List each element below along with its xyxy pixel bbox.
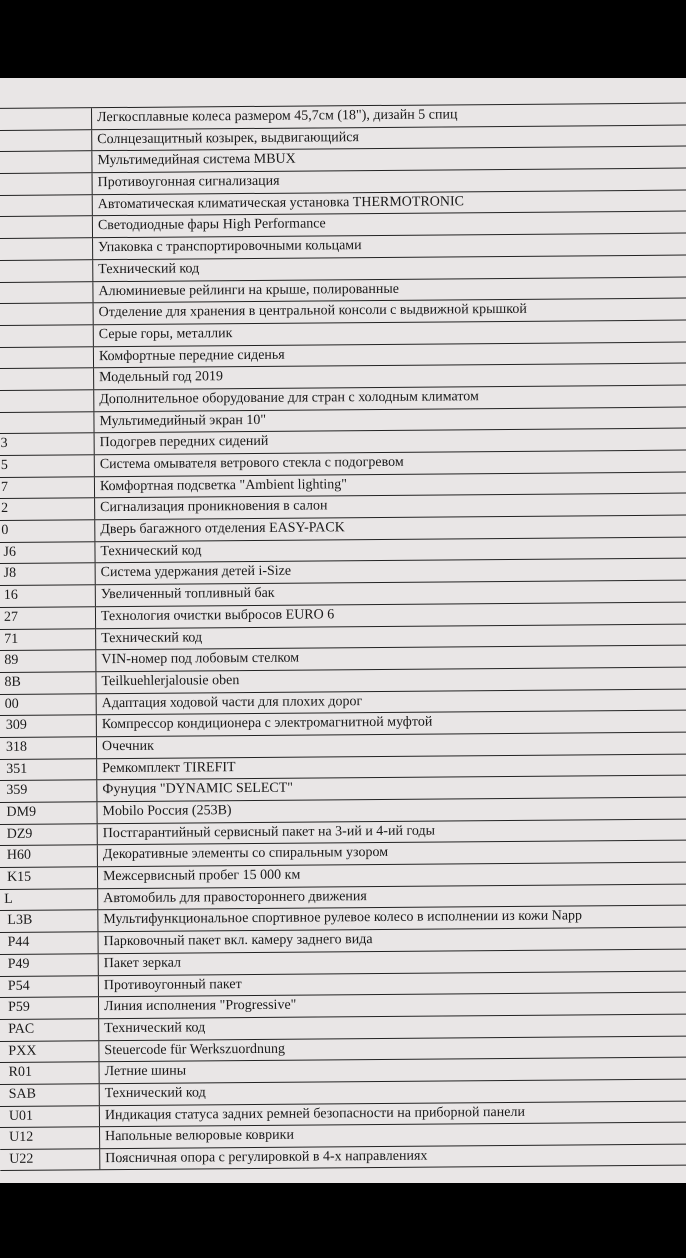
option-code: 27 <box>0 607 96 628</box>
option-code: 8B <box>0 672 97 693</box>
option-description: Мультифункциональное спортивное рулевое колесо в исполнении из кожи Napp <box>103 908 583 928</box>
option-code: P59 <box>0 997 99 1018</box>
option-code: K15 <box>0 867 98 888</box>
option-description: Межсервисный пробег 15 000 км <box>102 867 301 885</box>
option-code <box>0 217 93 238</box>
option-description: Технический код <box>98 261 200 277</box>
option-code: H60 <box>0 846 98 867</box>
option-description: Увеличенный топливный бак <box>100 585 275 603</box>
option-code: U22 <box>0 1149 100 1169</box>
option-code: 359 <box>0 781 97 802</box>
option-description: Дверь багажного отделения EASY-PACK <box>100 520 345 538</box>
option-code: 71 <box>0 629 96 650</box>
option-code: L <box>0 889 98 910</box>
option-code: J6 <box>0 542 96 563</box>
option-description: Легкосплавные колеса размером 45,7см (18"), дизайн 5 спиц <box>97 107 458 126</box>
option-description: Парковочный пакет вкл. камеру заднего вида <box>103 932 373 950</box>
option-description: Поясничная опора с регулировкой в 4-х направлениях <box>105 1148 428 1167</box>
option-code <box>0 152 93 173</box>
option-description: Солнцезащитный козырек, выдвигающийся <box>97 129 359 147</box>
option-description: Летние шины <box>104 1063 187 1080</box>
option-description: Подогрев передних сидений <box>99 434 269 451</box>
option-code: 7 <box>0 477 95 498</box>
option-code: PAC <box>0 1019 99 1040</box>
option-description: Teilkuehlerjalousie oben <box>101 672 240 690</box>
option-description: Фунуция "DYNAMIC SELECT" <box>102 780 294 798</box>
option-code: 0 <box>0 520 95 541</box>
option-description: Технический код <box>104 1020 206 1037</box>
option-description: Серые горы, металлик <box>98 325 233 343</box>
option-code: 351 <box>0 759 97 780</box>
document-page <box>0 78 686 1183</box>
option-code: 318 <box>0 737 97 758</box>
option-code: PXX <box>0 1041 99 1062</box>
option-code: U01 <box>0 1106 100 1127</box>
option-description: Мультимедийный экран 10" <box>99 412 267 429</box>
option-description: Мультимедийная система MBUX <box>97 151 296 169</box>
option-description: Модельный год 2019 <box>99 369 224 386</box>
option-description: Упаковка с транспортировочными кольцами <box>98 238 362 256</box>
option-description: Очечник <box>101 738 154 755</box>
option-code: DM9 <box>0 802 98 823</box>
option-description: Ремкомплект TIREFIT <box>102 759 236 776</box>
option-code: 2 <box>0 499 95 520</box>
option-description: Светодиодные фары High Performance <box>97 216 326 234</box>
option-description: Автомобиль для правостороннего движения <box>103 888 367 906</box>
options-table <box>0 102 686 1170</box>
option-code: 16 <box>0 585 96 606</box>
option-code <box>0 108 92 129</box>
option-code: P49 <box>0 954 99 975</box>
option-description: Пакет зеркал <box>103 955 182 971</box>
option-description: Напольные велюровые коврики <box>105 1127 294 1145</box>
option-description: Противоугонный пакет <box>103 976 242 993</box>
option-code: 89 <box>0 650 96 671</box>
option-code <box>0 347 94 368</box>
option-code <box>0 195 93 216</box>
option-description: Технология очистки выбросов EURO 6 <box>100 607 335 624</box>
option-description: Steuercode für Werkszuordnung <box>104 1041 286 1058</box>
option-description: Комфортные передние сиденья <box>98 347 285 364</box>
option-code: P44 <box>0 932 99 953</box>
option-code <box>0 173 93 194</box>
option-description: Противоугонная сигнализация <box>97 173 280 191</box>
option-description: Отделение для хранения в центральной консоли с выдвижной крышкой <box>98 301 527 321</box>
option-code: DZ9 <box>0 824 98 845</box>
option-description: Постгарантийный сервисный пакет на 3-ий и 4-ий годы <box>102 823 436 841</box>
option-description: Технический код <box>101 629 203 646</box>
option-code <box>0 282 94 303</box>
option-description: Дополнительное оборудование для стран с холодным климатом <box>99 389 479 408</box>
option-code: R01 <box>0 1062 100 1083</box>
option-code <box>0 238 93 259</box>
option-code: 00 <box>0 694 97 715</box>
option-description: Декоративные элементы со спиральным узором <box>102 845 389 863</box>
option-description: Технический код <box>104 1085 206 1102</box>
option-code <box>0 368 94 389</box>
option-description: Mobilo Россия (253B) <box>102 803 232 820</box>
option-code: P54 <box>0 976 99 997</box>
option-code: 5 <box>0 455 95 476</box>
option-code <box>0 325 94 346</box>
option-code: SAB <box>0 1084 100 1105</box>
option-description: Алюминиевые рейлинги на крыше, полированные <box>98 281 400 299</box>
option-code: 3 <box>0 434 95 455</box>
option-description: Компрессор кондиционера с электромагнитной муфтой <box>101 714 433 733</box>
option-description: Адаптация ходовой части для плохих дорог <box>101 693 363 711</box>
option-code <box>0 303 94 324</box>
option-code: U12 <box>0 1127 100 1148</box>
option-code: J8 <box>0 564 96 585</box>
option-description: Индикация статуса задних ремней безопасности на приборной панели <box>104 1104 525 1123</box>
option-description: Система удержания детей i-Size <box>100 564 292 581</box>
option-description: Автоматическая климатическая установка THERMOTRONIC <box>97 194 465 212</box>
option-description: VIN-номер под лобовым стелком <box>101 650 300 668</box>
option-code <box>0 130 92 151</box>
option-description: Линия исполнения "Progressive" <box>104 997 297 1015</box>
option-description: Система омывателя ветрового стекла с подогревом <box>99 454 404 473</box>
option-description: Комфортная подсветка "Ambient lighting" <box>99 476 347 494</box>
option-code: L3B <box>0 911 98 932</box>
option-description: Технический код <box>100 543 202 559</box>
option-code <box>0 390 94 411</box>
option-code: 309 <box>0 715 97 736</box>
option-code <box>0 260 93 281</box>
option-description: Сигнализация проникновения в салон <box>100 498 328 516</box>
option-code <box>0 412 95 433</box>
